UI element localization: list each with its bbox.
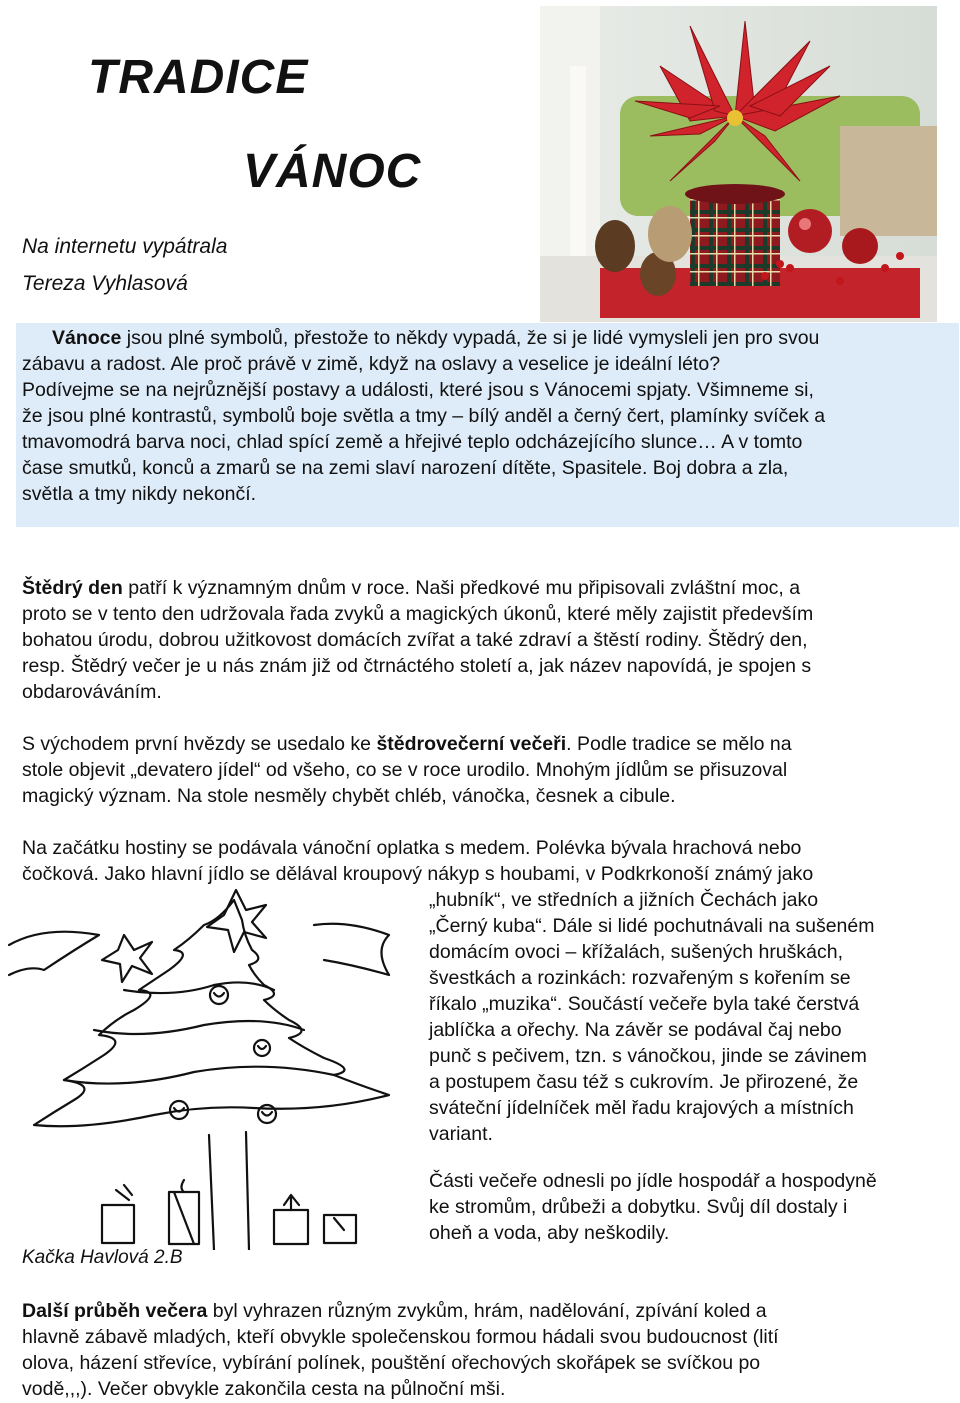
p1-line-1: Štědrý den patří k významným dnům v roce. Naši předkové mu připisovali zvláštní moc, a xyxy=(22,577,801,599)
p2-line-1: S východem první hvězdy se usedalo ke štědrovečerní večeři. Podle tradice se mělo na xyxy=(22,733,792,755)
p1-line-3: bohatou úrodu, dobrou užitkovost domácích zvířat a také zdraví a štěstí rodiny. Štědrý den, xyxy=(22,629,808,651)
author-line-1: Na internetu vypátrala xyxy=(22,235,228,258)
p3-line-2: čočková. Jako hlavní jídlo se dělával kroupový nákyp s houbami, v Podkrkonoší známý jako xyxy=(22,863,814,885)
p1-line-4: resp. Štědrý večer je u nás znám již od čtrnáctého století a, jak název napovídá, je spojen s xyxy=(22,655,812,677)
title-line-1: TRADICE xyxy=(88,51,309,104)
p2-bold: štědrovečerní večeři xyxy=(376,733,567,755)
p5-bold-lead: Další průběh večera xyxy=(22,1300,208,1322)
p3-right-line-2: „Černý kuba“. Dále si lidé pochutnávali na sušeném xyxy=(429,915,875,937)
p3-right-line-7: punč s pečivem, tzn. s vánočkou, jinde se závinem xyxy=(429,1045,867,1067)
p3-right-line-10: variant. xyxy=(429,1123,493,1145)
p2-line-2: stole objevit „devatero jídel“ od všeho, co se v roce urodilo. Mnohým jídlům se přisuzoval xyxy=(22,759,788,781)
p4-line-3: oheň a voda, aby neškodily. xyxy=(429,1222,670,1244)
intro-bold-lead: Vánoce xyxy=(52,327,122,349)
intro-box xyxy=(16,323,959,527)
author-line-2: Tereza Vyhlasová xyxy=(22,272,188,295)
p3-right-line-8: a postupem času též s cukrovím. Je přirozené, že xyxy=(429,1071,859,1093)
p4-line-2: ke stromům, drůbeži a dobytku. Svůj díl dostaly i xyxy=(429,1196,848,1218)
p5-line-2: hlavně zábavě mladých, kteří obvykle společenskou formou hádali svou budoucnost (lití xyxy=(22,1326,779,1348)
intro-line-4: že jsou plné kontrastů, symbolů boje světla a tmy – bílý anděl a černý čert, plamínky svíček a xyxy=(22,405,826,427)
p3-line-1: Na začátku hostiny se podávala vánoční oplatka s medem. Polévka bývala hrachová nebo xyxy=(22,837,802,859)
poinsettia-photo xyxy=(540,6,937,322)
p5-line-3: olova, házení střevíce, vybírání polínek, pouštění ořechových skořápek se svíčkou po xyxy=(22,1352,761,1374)
p1-bold-lead: Štědrý den xyxy=(22,577,123,599)
p3-right-line-1: „hubník“, ve středních a jižních Čechách jako xyxy=(429,889,819,911)
intro-line-3: Podívejme se na nejrůznější postavy a události, které jsou s Vánocemi spjaty. Všimneme si, xyxy=(22,379,814,401)
p1-line-2: proto se v tento den udržovala řada zvyků a magických úkonů, které měly zajistit především xyxy=(22,603,814,625)
drawing-caption: Kačka Havlová 2.B xyxy=(22,1247,183,1268)
p3-right-line-3: domácím ovoci – křížalách, sušených hruškách, xyxy=(429,941,844,963)
p3-right-line-5: říkalo „muzika“. Součástí večeře byla také čerstvá xyxy=(429,993,860,1015)
p5-line-4: vodě,,,). Večer obvykle zakončila cesta na půlnoční mši. xyxy=(22,1378,506,1400)
christmas-tree-drawing xyxy=(4,880,404,1250)
intro-line-5: tmavomodrá barva noci, chlad spící země a hřejivé teplo odcházejícího slunce… A v tomto xyxy=(22,431,803,453)
intro-line-2: zábavu a radost. Ale proč právě v zimě, když na oslavy a veselice je ideální léto? xyxy=(22,353,721,375)
p3-right-line-4: švestkách a rozinkách: rozvařeným s kořením se xyxy=(429,967,851,989)
p5-line-1: Další průběh večera byl vyhrazen různým zvykům, hrám, nadělování, zpívání koled a xyxy=(22,1300,767,1322)
intro-line-1: Vánoce jsou plné symbolů, přestože to někdy vypadá, že si je lidé vymysleli jen pro svou xyxy=(52,327,820,349)
p3-right-line-6: jablíčka a ořechy. Na závěr se podával čaj nebo xyxy=(429,1019,842,1041)
p3-right-line-9: sváteční jídelníček měl řadu krajových a místních xyxy=(429,1097,854,1119)
p2-line-3: magický význam. Na stole nesměly chybět chléb, vánočka, česnek a cibule. xyxy=(22,785,676,807)
p4-line-1: Části večeře odnesli po jídle hospodář a hospodyně xyxy=(429,1170,877,1192)
intro-line-7: světla a tmy nikdy nekončí. xyxy=(22,483,257,505)
title-line-2: VÁNOC xyxy=(243,145,422,198)
intro-line-6: čase smutků, konců a zmarů se na zemi slaví narození dítěte, Spasitele. Boj dobra a zla, xyxy=(22,457,789,479)
p1-line-5: obdarováváním. xyxy=(22,681,162,703)
